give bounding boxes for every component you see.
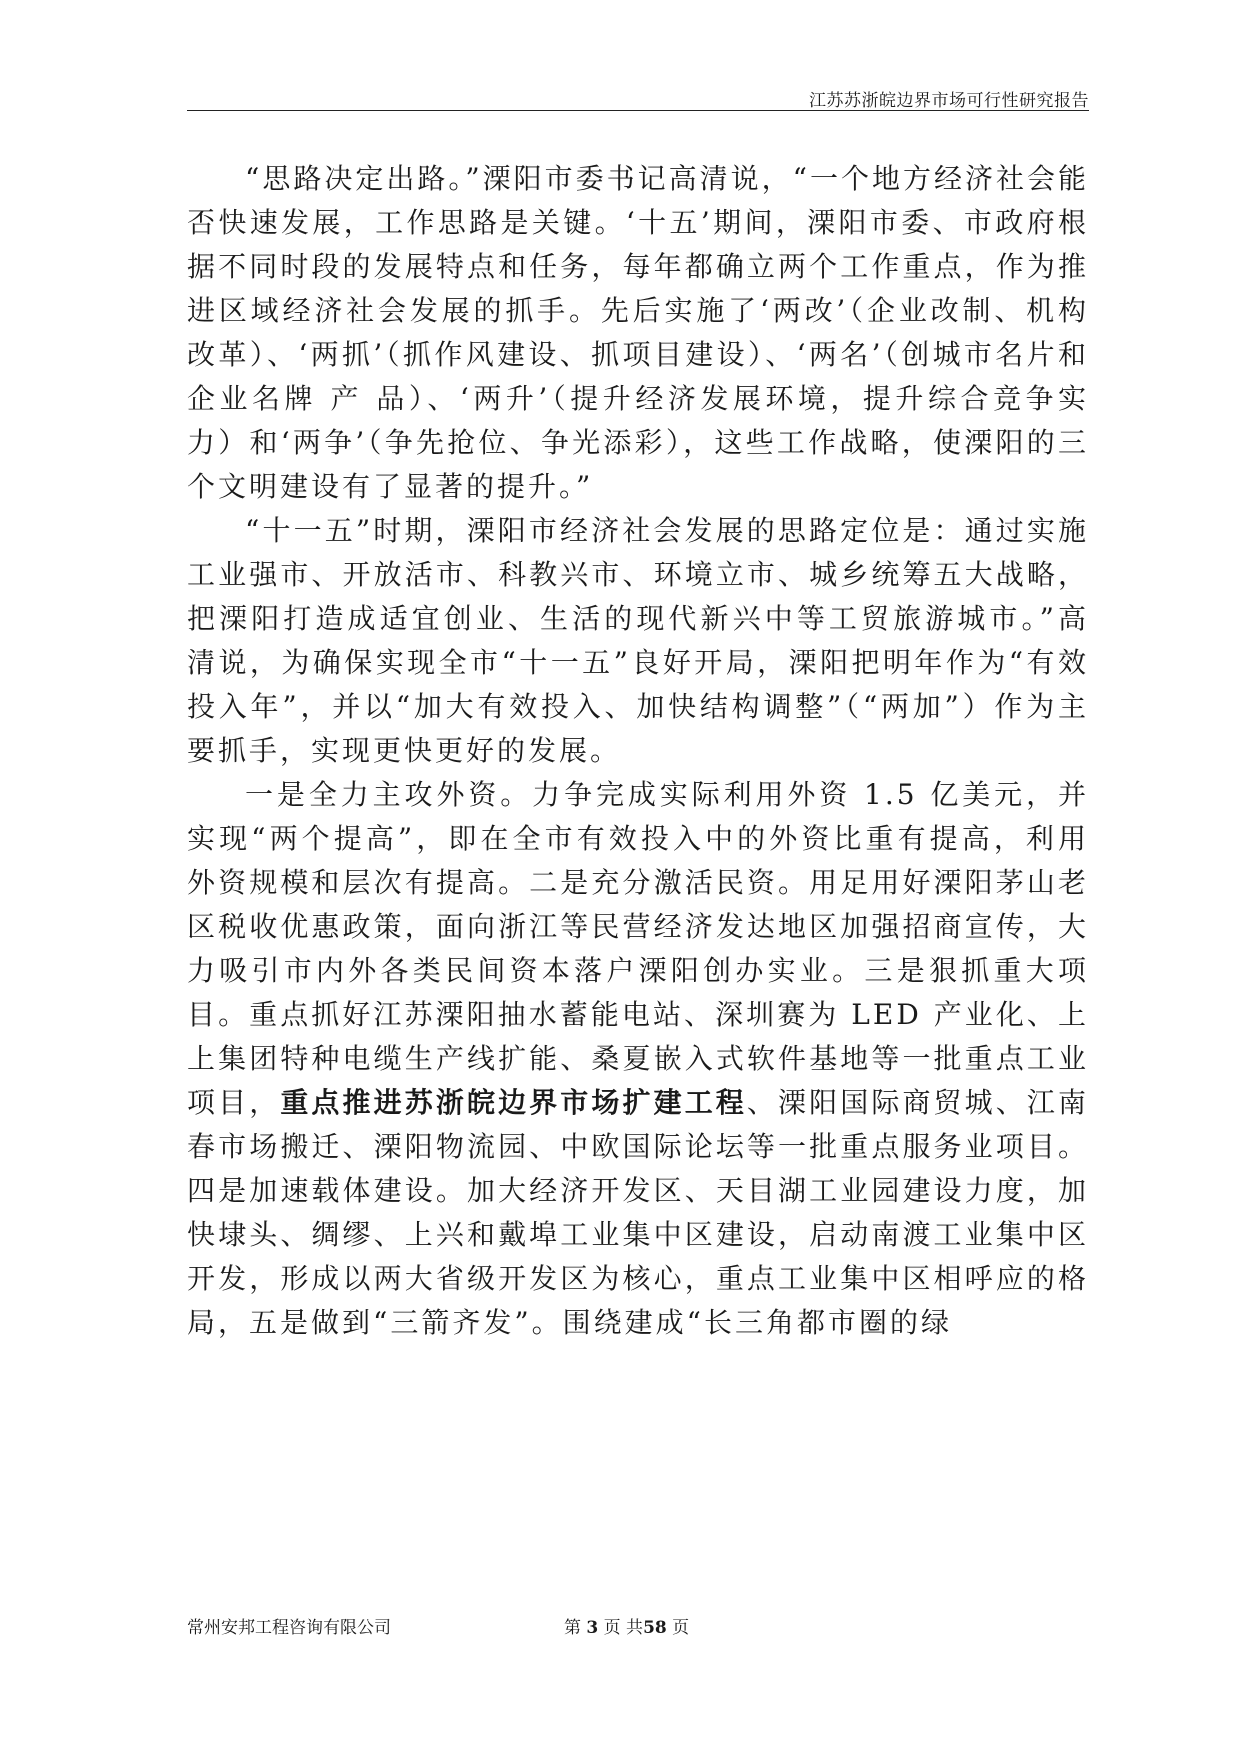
- document-body: [187, 157, 1089, 1345]
- footer-company: 常州安邦工程咨询有限公司: [187, 1618, 391, 1638]
- footer-page-number: [564, 1613, 689, 1638]
- paragraph-2: “十一五”时期，溧阳市经济社会发展的思路定位是：通过实施工业强市、开放活市、科教兴市、环境立市、城乡统筹五大战略，把溧阳打造成适宜创业、生活的现代新兴中等工贸旅游城市。”高清说，为确保实现全市“十一五”良好开局，溧阳把明年作为“有效投入年”，并以“加大有效投入、加快结构调整”（“两加”）作为主要抓手，实现更快更好的发展。: [187, 514, 1089, 767]
- page-suffix: 页: [672, 1618, 690, 1638]
- page-current: 3: [586, 1618, 599, 1638]
- paragraph-3: [187, 773, 1089, 1345]
- paragraph-1: “思路决定出路。”溧阳市委书记高清说，“一个地方经济社会能否快速发展，工作思路是关键。‘十五’期间，溧阳市委、市政府根据不同时段的发展特点和任务，每年都确立两个工作重点，作为推进区域经济社会发展的抓手。先后实施了‘两改’（企业改制、机构改革）、‘两抓’（抓作风建设、抓项目建设）、‘两名’（创城市名片和企业名牌 产 品）、‘两升’（提升经济发展环境，提升综合竞争实力）和‘两争’（争先抢位、争光添彩），这些工作战略，使溧阳的三个文明建设有了显著的提升。”: [187, 162, 1089, 503]
- page-mid: 页 共: [603, 1618, 644, 1638]
- paragraph-3-text-start: 一是全力主攻外资。力争完成实际利用外资 1.5 亿美元，并实现“两个提高”，即在全市有效投入中的外资比重有提高，利用外资规模和层次有提高。二是充分激活民资。用足用好溧阳茅山老区税收优惠政策，面向浙江等民营经济发达地区加强招商宣传，大力吸引市内外各类民间资本落户溧阳创办实业。三是狠抓重大项目。重点抓好江苏溧阳抽水蓄能电站、深圳赛为 LED 产业化、上上集团特种电缆生产线扩能、桑夏嵌入式软件基地等一批重点工业项目，: [187, 778, 1089, 1119]
- paragraph-3-bold-text: 重点推进苏浙皖边界市场扩建工程: [280, 1086, 747, 1119]
- page-total: 58: [643, 1618, 667, 1638]
- header-title: 江苏苏浙皖边界市场可行性研究报告: [809, 91, 1089, 111]
- paragraph-3-text-end: 、溧阳国际商贸城、江南春市场搬迁、溧阳物流园、中欧国际论坛等一批重点服务业项目。四是加速载体建设。加大经济开发区、天目湖工业园建设力度，加快埭头、绸缪、上兴和戴埠工业集中区建设，启动南渡工业集中区开发，形成以两大省级开发区为核心，重点工业集中区相呼应的格局，五是做到“三箭齐发”。围绕建成“长三角都市圈的绿: [187, 1086, 1089, 1339]
- page-footer: [187, 1613, 1089, 1637]
- page-header: [187, 80, 1089, 111]
- page-prefix: 第: [564, 1618, 581, 1638]
